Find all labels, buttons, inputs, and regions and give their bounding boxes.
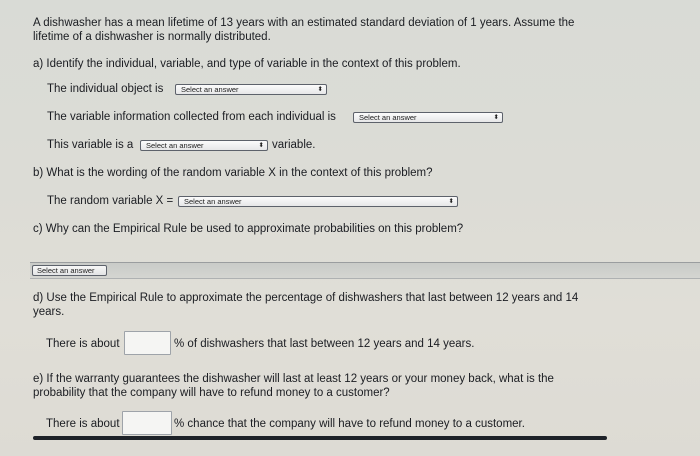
up-down-chevron-icon: ⬍ — [493, 114, 499, 121]
part-b-question: b) What is the wording of the random variable X in the context of this problem? — [33, 167, 433, 179]
select-placeholder: Select an answer — [184, 197, 242, 206]
variable-label: The variable information collected from each individual is — [47, 111, 336, 123]
part-d-prefix: There is about — [46, 338, 120, 350]
refund-probability-input[interactable] — [122, 411, 172, 435]
part-a-question: a) Identify the individual, variable, and type of variable in the context of this problem. — [33, 58, 461, 70]
bottom-divider — [33, 436, 607, 440]
part-c-question: c) Why can the Empirical Rule be used to approximate probabilities on this problem? — [33, 223, 464, 235]
part-e-question: e) If the warranty guarantees the dishwasher will last at least 12 years or your money back, what is the probability that the company will have to refund money to a customer? — [33, 373, 554, 399]
percentage-input[interactable] — [124, 331, 171, 355]
part-e-prefix: There is about — [46, 418, 120, 430]
up-down-chevron-icon: ⬍ — [317, 86, 323, 93]
type-label: This variable is a — [47, 139, 134, 151]
individual-select[interactable] — [175, 84, 327, 95]
empirical-rule-select[interactable] — [32, 265, 107, 276]
variable-select[interactable] — [353, 112, 503, 123]
random-variable-select[interactable] — [178, 196, 458, 207]
part-e-suffix: % chance that the company will have to refund money to a customer. — [174, 418, 525, 430]
up-down-chevron-icon: ⬍ — [258, 142, 264, 149]
part-d-question: d) Use the Empirical Rule to approximate the percentage of dishwashers that last between 12 years and 14 years. — [33, 292, 579, 318]
type-suffix: variable. — [272, 139, 316, 151]
problem-intro: A dishwasher has a mean lifetime of 13 years with an estimated standard deviation of 1 years. Assume the lifetime of a dishwasher is normally distributed. — [33, 17, 575, 43]
type-select[interactable] — [140, 140, 268, 151]
up-down-chevron-icon: ⬍ — [448, 198, 454, 205]
part-d-suffix: % of dishwashers that last between 12 years and 14 years. — [174, 338, 475, 350]
select-placeholder: Select an answer — [181, 85, 239, 94]
random-variable-label: The random variable X = — [47, 195, 174, 207]
select-placeholder: Select an answer — [359, 113, 417, 122]
select-placeholder: Select an answer — [37, 266, 95, 275]
empirical-rule-select-band — [30, 262, 700, 279]
select-placeholder: Select an answer — [146, 141, 204, 150]
individual-label: The individual object is — [47, 83, 164, 95]
